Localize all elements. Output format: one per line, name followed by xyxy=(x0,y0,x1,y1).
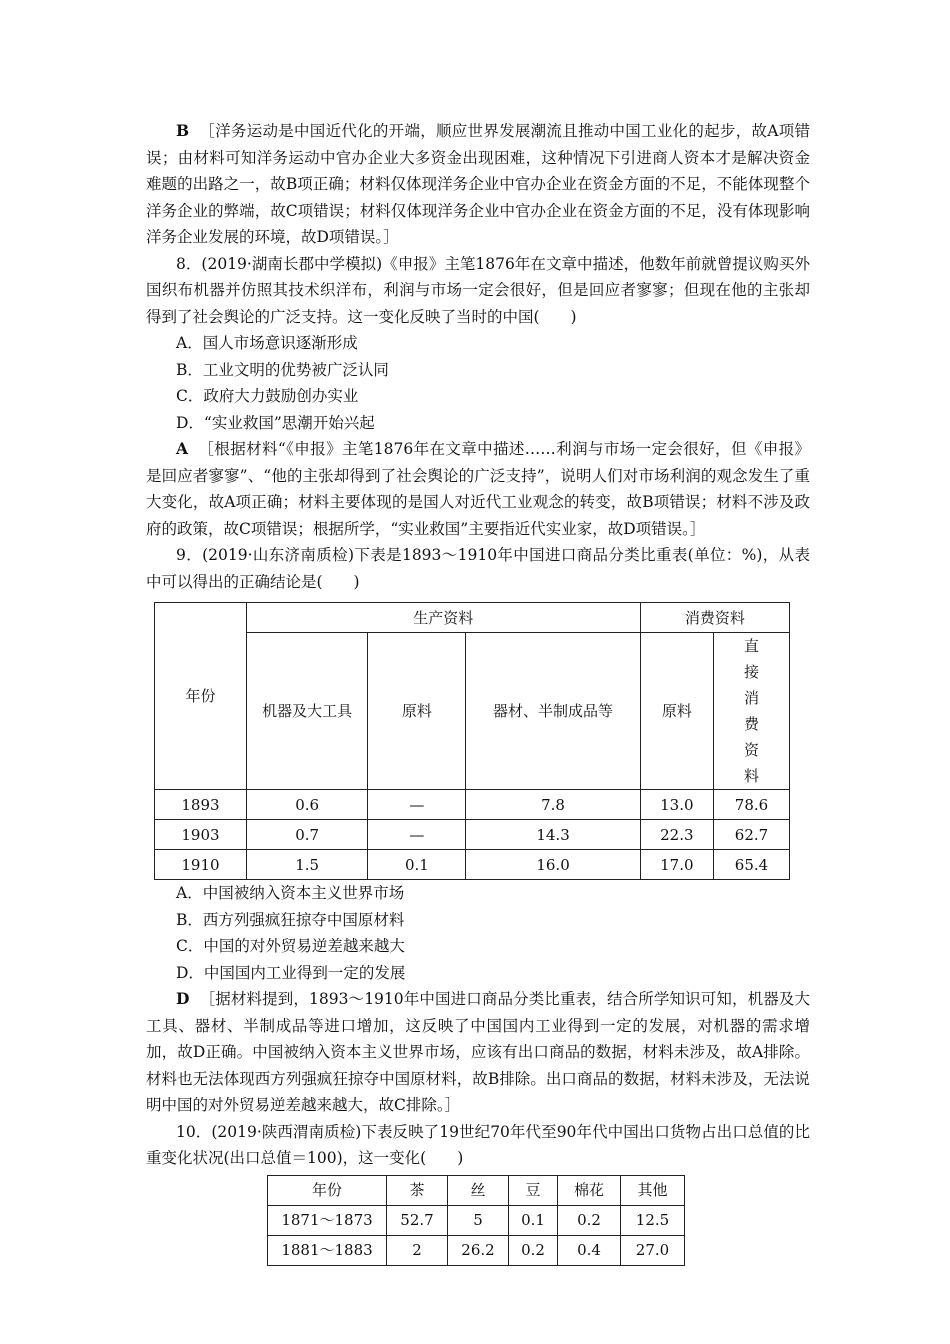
subheader-equipment: 器材、半制成品等 xyxy=(466,633,640,790)
table-cell: 1903 xyxy=(155,820,247,850)
document-page xyxy=(146,118,810,1266)
import-structure-table xyxy=(154,602,790,880)
table-cell: 16.0 xyxy=(466,850,640,880)
table-cell: 12.5 xyxy=(621,1205,685,1235)
table-header-cell: 棉花 xyxy=(558,1175,621,1205)
subheader-raw-materials: 原料 xyxy=(368,633,466,790)
table-cell: 1910 xyxy=(155,850,247,880)
table-cell: 0.7 xyxy=(246,820,368,850)
year-header: 年份 xyxy=(155,603,247,790)
answer-9-explanation: ［据材料提到，1893～1910年中国进口商品分类比重表，结合所学知识可知，机器及大工具、器材、半制成品等进口增加，这反映了中国国内工业得到一定的发展，对机器的需求增加，故D正确。中国被纳入资本主义世界市场，应该有出口商品的数据，材料未涉及，故A排除。材料也无法体现西方列强疯狂掠夺中国原材料，故B排除。出口商品的数据，材料未涉及，无法说明中国的对外贸易逆差越来越大，故C排除。］ xyxy=(146,990,810,1114)
answer-8-letter: A xyxy=(176,439,189,458)
answer-9 xyxy=(146,986,810,1119)
subheader-machinery: 机器及大工具 xyxy=(246,633,368,790)
question-10-stem: 10．(2019·陕西渭南质检)下表反映了19世纪70年代至90年代中国出口货物占出口总值的比重变化状况(出口总值＝100)，这一变化( ) xyxy=(146,1122,810,1167)
table-cell: 0.1 xyxy=(368,850,466,880)
table-cell: 78.6 xyxy=(713,790,789,820)
table-cell: 0.1 xyxy=(509,1205,558,1235)
answer-7-letter: B xyxy=(176,121,190,140)
table-header-cell: 茶 xyxy=(387,1175,448,1205)
table-header-row xyxy=(155,603,790,633)
table-cell: 1881～1883 xyxy=(268,1235,387,1265)
table-header-row xyxy=(268,1175,685,1205)
table-cell: — xyxy=(368,790,466,820)
question-8-option-a: A．国人市场意识逐渐形成 xyxy=(176,334,358,352)
table-cell: — xyxy=(368,820,466,850)
table-header-cell: 豆 xyxy=(509,1175,558,1205)
subheader-consumer-raw: 原料 xyxy=(640,633,713,790)
table-subheader-row xyxy=(155,633,790,790)
table-cell: 0.6 xyxy=(246,790,368,820)
table-cell: 0.2 xyxy=(558,1205,621,1235)
table-header-cell: 丝 xyxy=(448,1175,509,1205)
table-row xyxy=(155,850,790,880)
table-cell: 1893 xyxy=(155,790,247,820)
question-8-option-d: D．“实业救国”思潮开始兴起 xyxy=(176,413,375,432)
table-cell: 2 xyxy=(387,1235,448,1265)
production-materials-header: 生产资料 xyxy=(246,603,640,633)
table-cell: 13.0 xyxy=(640,790,713,820)
table-cell: 7.8 xyxy=(466,790,640,820)
table-cell: 52.7 xyxy=(387,1205,448,1235)
table-row xyxy=(155,820,790,850)
question-8-stem: 8．(2019·湖南长郡中学模拟)《申报》主笔1876年在文章中描述，他数年前就曾提议购买外国织布机器并仿照其技术织洋布，利润与市场一定会很好，但是回应者寥寥；但现在他的主张却得到了社会舆论的广泛支持。这一变化反映了当时的中国( ) xyxy=(146,254,810,326)
table-cell: 0.2 xyxy=(509,1235,558,1265)
table-cell: 1871～1873 xyxy=(268,1205,387,1235)
table-cell: 0.4 xyxy=(558,1235,621,1265)
table-row xyxy=(268,1205,685,1235)
table-header-cell: 年份 xyxy=(268,1175,387,1205)
table-row xyxy=(268,1235,685,1265)
table-cell: 26.2 xyxy=(448,1235,509,1265)
question-9-option-c: C．中国的对外贸易逆差越来越大 xyxy=(176,937,405,955)
table-cell: 65.4 xyxy=(713,850,789,880)
table-cell: 62.7 xyxy=(713,820,789,850)
table-cell: 1.5 xyxy=(246,850,368,880)
export-structure-table xyxy=(267,1175,685,1266)
question-9-stem: 9．(2019·山东济南质检)下表是1893～1910年中国进口商品分类比重表(单位：%)，从表中可以得出的正确结论是( ) xyxy=(146,546,810,591)
question-9-option-d: D．中国国内工业得到一定的发展 xyxy=(176,963,406,982)
consumer-materials-header: 消费资料 xyxy=(640,603,789,633)
table-cell: 22.3 xyxy=(640,820,713,850)
table-cell: 27.0 xyxy=(621,1235,685,1265)
table-header-cell: 其他 xyxy=(621,1175,685,1205)
table-row xyxy=(155,790,790,820)
answer-7 xyxy=(146,118,810,251)
question-8-option-b: B．工业文明的优势被广泛认同 xyxy=(176,360,389,379)
question-8-option-c: C．政府大力鼓励创办实业 xyxy=(176,387,359,405)
table-cell: 17.0 xyxy=(640,850,713,880)
question-9-option-a: A．中国被纳入资本主义世界市场 xyxy=(176,884,405,902)
subheader-direct-consumption: 直接消费资料 xyxy=(713,633,789,790)
answer-9-letter: D xyxy=(176,989,190,1008)
table-cell: 14.3 xyxy=(466,820,640,850)
answer-8-explanation: ［根据材料“《申报》主笔1876年在文章中描述……利润与市场一定会很好，但《申报》是回应者寥寥”、“他的主张却得到了社会舆论的广泛支持”，说明人们对市场利润的观念发生了重大变化，故A项正确；材料主要体现的是国人对近代工业观念的转变，故B项错误；材料不涉及政府的政策，故C项错误；根据所学，“实业救国”主要指近代实业家，故D项错误。］ xyxy=(146,440,810,538)
table-cell: 5 xyxy=(448,1205,509,1235)
answer-8 xyxy=(146,436,810,542)
answer-7-explanation: ［洋务运动是中国近代化的开端，顺应世界发展潮流且推动中国工业化的起步，故A项错误；由材料可知洋务运动中官办企业大多资金出现困难，这种情况下引进商人资本才是解决资金难题的出路之一，故B项正确；材料仅体现洋务企业中官办企业在资金方面的不足，不能体现整个洋务企业的弊端，故C项错误；材料仅体现洋务企业中官办企业在资金方面的不足，没有体现影响洋务企业发展的环境，故D项错误。］ xyxy=(146,122,810,246)
question-9-option-b: B．西方列强疯狂掠夺中国原材料 xyxy=(176,910,405,929)
